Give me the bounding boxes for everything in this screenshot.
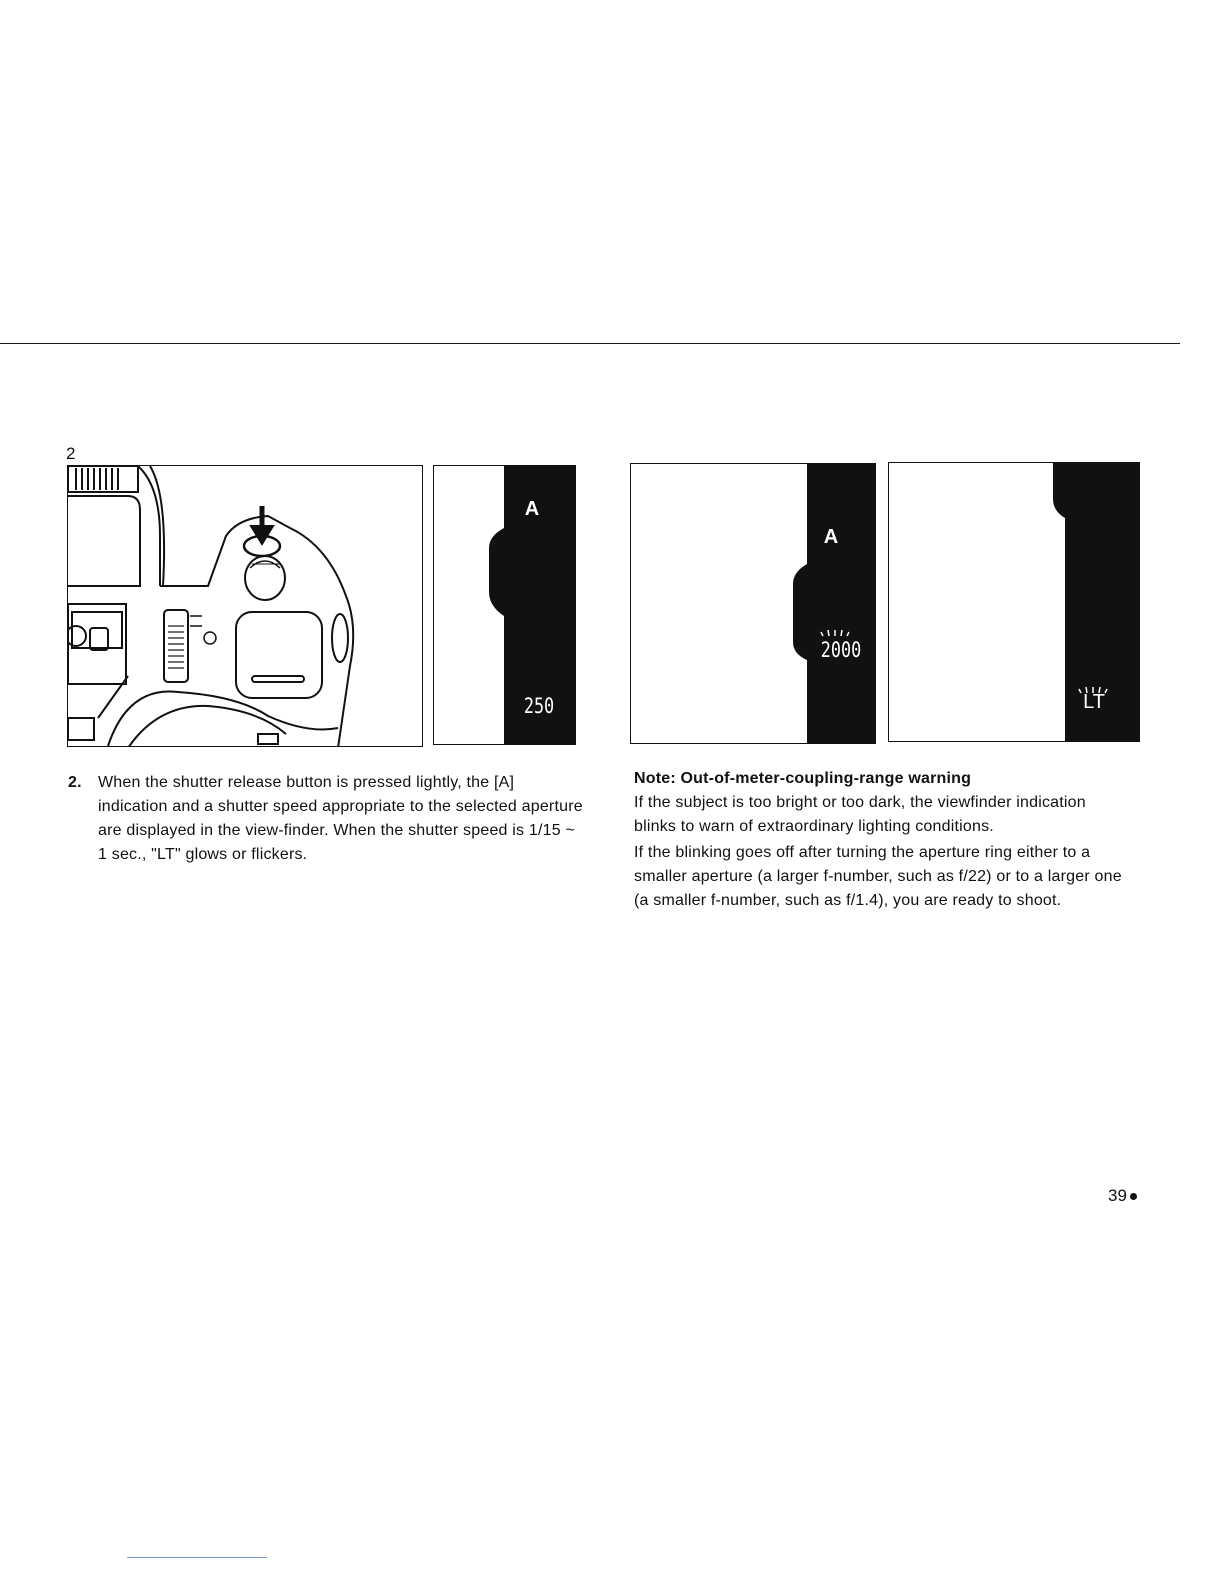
header-rule: [0, 343, 1180, 344]
exposure-mode-indicator: A: [524, 498, 540, 520]
camera-drawing: [68, 466, 423, 747]
viewfinder-display-lt: [888, 462, 1140, 742]
figure-number: 2: [66, 444, 76, 463]
bullet-icon: [1130, 1193, 1137, 1200]
exposure-mode-indicator: A: [823, 526, 839, 548]
note-title: Note: Out-of-meter-coupling-range warning: [634, 770, 972, 787]
warning-note: [634, 767, 1124, 913]
page-number-text: 39: [1108, 1186, 1127, 1205]
note-paragraph-2: If the blinking goes off after turning the aperture ring either to a smaller aperture (a larger f-number, such as f/22) or to a larger one (a smaller f-number, such as f/1.4), you are ready to shoot.: [634, 844, 1122, 909]
viewfinder-display-2000: [630, 463, 876, 744]
shutter-speed-readout: 2000: [820, 638, 862, 662]
page-number: [1108, 1186, 1137, 1206]
step-number: 2.: [68, 774, 82, 791]
camera-top-illustration: [67, 465, 423, 747]
viewfinder-display-250: [433, 465, 576, 745]
long-time-indicator: LT: [1083, 691, 1105, 713]
footer-rule: [127, 1557, 267, 1558]
step-text: When the shutter release button is pressed lightly, the [A] indication and a shutter speed appropriate to the selected aperture are displayed in the view-finder. When the shutter speed is 1/15 ~ 1 sec., "LT" glows or flickers.: [98, 774, 583, 863]
shutter-speed-readout: 250: [523, 694, 555, 718]
note-paragraph-1: If the subject is too bright or too dark, the viewfinder indication blinks to warn of extraordinary lighting conditions.: [634, 794, 1086, 835]
step-instruction: [68, 771, 588, 867]
viewfinder-mask: [631, 464, 876, 744]
